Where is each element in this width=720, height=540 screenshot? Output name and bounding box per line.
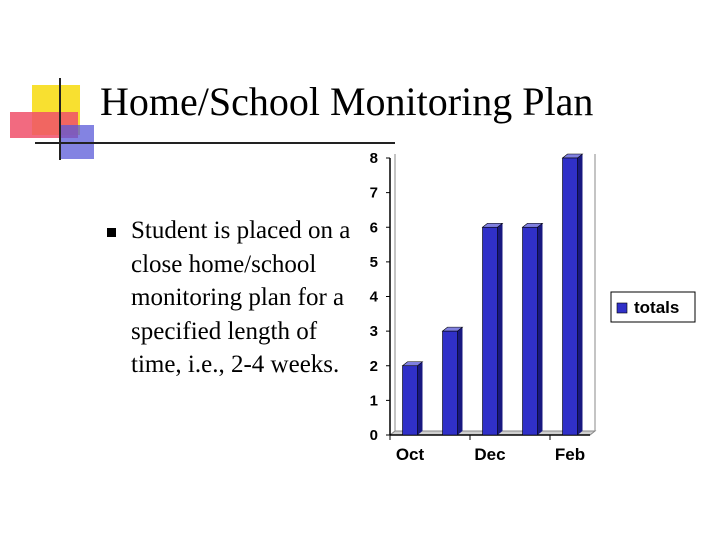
x-category-label: Feb <box>554 445 586 464</box>
y-tick-label: 1 <box>369 392 378 410</box>
bar-front <box>563 158 578 435</box>
legend-label: totals <box>634 298 680 317</box>
bar-front <box>483 227 498 435</box>
bar-side <box>578 154 583 435</box>
y-tick-label: 6 <box>369 219 378 237</box>
bar-side <box>418 362 423 435</box>
slide-title: Home/School Monitoring Plan <box>100 79 594 124</box>
x-category-labels <box>390 435 585 464</box>
bar <box>483 223 503 435</box>
bar-side <box>498 223 503 435</box>
x-category-label: Dec <box>474 445 506 464</box>
y-tick-label: 2 <box>369 357 378 375</box>
y-tick-label: 8 <box>369 150 378 167</box>
bar-front <box>443 331 458 435</box>
y-tick-labels <box>370 150 390 444</box>
x-category-label: Oct <box>395 445 425 464</box>
bar <box>523 223 543 435</box>
bar <box>403 362 423 435</box>
legend-swatch <box>617 303 627 313</box>
bar-front <box>523 227 538 435</box>
bar <box>443 327 463 435</box>
y-tick-label: 4 <box>369 288 378 306</box>
chart-bars <box>403 154 583 435</box>
bar-side <box>538 223 543 435</box>
chart-legend <box>611 292 695 322</box>
y-tick-label: 3 <box>369 323 378 341</box>
bullet-text: Student is placed on a close home/school monitoring plan for a specified length of time, i.e., 2-4 weeks. <box>131 217 351 378</box>
y-tick-label: 5 <box>369 253 378 271</box>
y-tick-label: 0 <box>369 427 378 444</box>
y-tick-label: 7 <box>369 184 378 202</box>
bar-front <box>403 366 418 435</box>
bar <box>563 154 583 435</box>
bar-side <box>458 327 463 435</box>
